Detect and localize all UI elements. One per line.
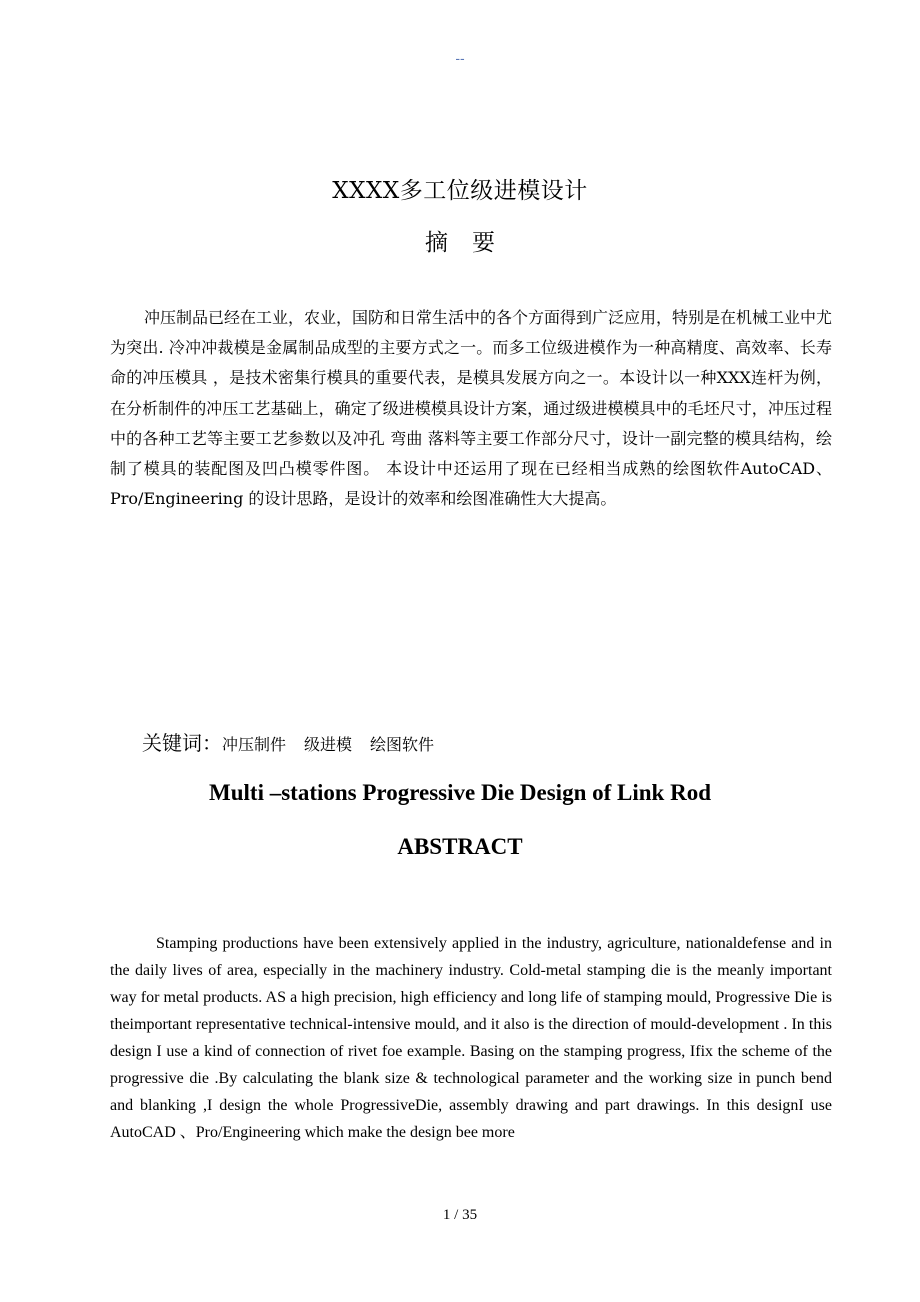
keyword-item: 绘图软件 [370, 735, 435, 754]
keyword-item: 冲压制件 [222, 735, 287, 754]
chinese-abstract-body: 冲压制品已经在工业，农业，国防和日常生活中的各个方面得到广泛应用，特别是在机械工业中尤为突出. 冷冲冲裁模是金属制品成型的主要方式之一。而多工位级进模作为一种高精度、高效率、长寿命的冲压模具 ，是技术密集行模具的重要代表，是模具发展方向之一。本设计以一种XXX连杆为例，在分析制件的冲压工艺基础上，确定了级进模模具设计方案，通过级进模模具中的毛坯尺寸，冲压过程中的各种工艺等主要工艺参数以及冲孔 弯曲 落料等主要工作部分尺寸，设计一副完整的模具结构，绘制了模具的装配图及凹凸模零件图。 本设计中还运用了现在已经相当成熟的绘图软件AutoCAD、Pro/Engineering 的设计思路，是设计的效率和绘图准确性大大提高。 [110, 308, 833, 509]
keyword-item: 级进模 [304, 735, 353, 754]
chinese-abstract-heading: 摘要 [425, 230, 519, 256]
chinese-title: XXXX多工位级进模设计 [332, 178, 588, 204]
page-number: 1 / 35 [442, 1207, 478, 1223]
keywords-label: 关键词： [142, 731, 222, 755]
english-title: Multi –stations Progressive Die Design of Link Rod [209, 780, 711, 805]
english-abstract-heading: ABSTRACT [397, 834, 523, 859]
english-abstract-body: Stamping productions have been extensively applied in the industry, agriculture, nationaldefense and in the daily lives of area, especially in the machinery industry. Cold-metal stamping die is the meanly important way for metal products. AS a high precision, high efficiency and long life of stamping mould, Progressive Die is theimportant representative technical-intensive mould, and it also is the direction of mould-development . In this design I use a kind of connection of rivet foe example. Basing on the stamping progress, Ifix the scheme of the progressive die .By calculating the blank size & technological parameter and the working size in punch bend and blanking ,I design the whole ProgressiveDie, assembly drawing and part drawings. In this designI use AutoCAD 、Pro/Engineering which make the design bee more [110, 935, 832, 1141]
header-mark: -- [455, 50, 465, 66]
keywords-line [142, 727, 452, 756]
